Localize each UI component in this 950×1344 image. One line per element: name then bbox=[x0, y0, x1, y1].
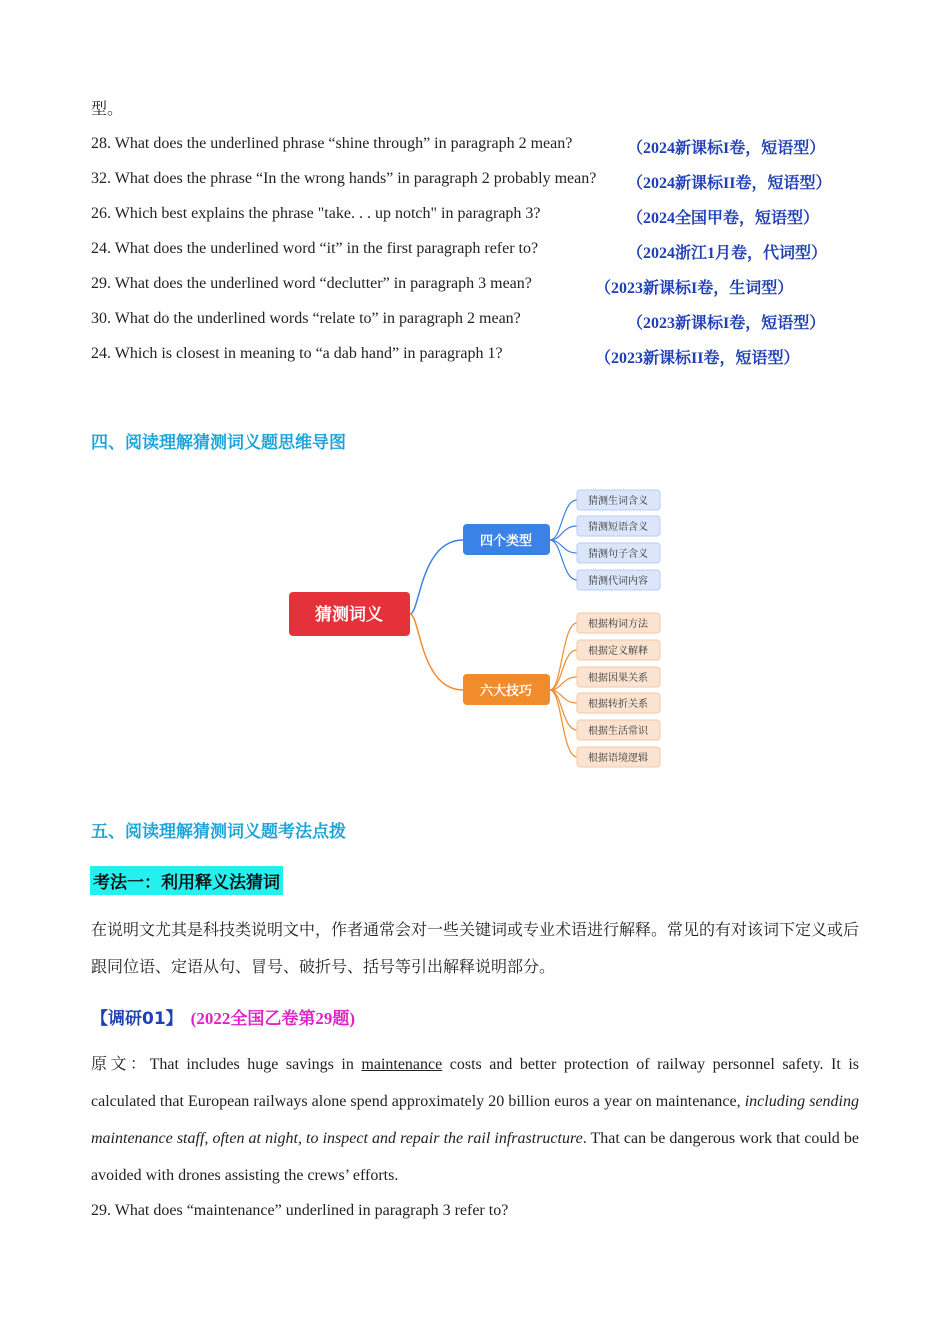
svg-text:猜测短语含义: 猜测短语含义 bbox=[588, 522, 648, 533]
connector-leaf bbox=[550, 623, 577, 690]
connector-root-branch2 bbox=[410, 614, 463, 690]
question-source: （2024全国甲卷，短语型） bbox=[627, 210, 820, 227]
question-line: 30. What do the underlined words “relate to” in paragraph 2 mean? bbox=[91, 310, 521, 327]
method-1-heading: 考法一：利用释义法猜词 bbox=[90, 866, 283, 895]
question-source: （2023新课标I卷，短语型） bbox=[627, 315, 826, 332]
italic-phrase: including sending maintenance staff, often at night, to inspect and repair the rail infrastructure bbox=[91, 1093, 859, 1147]
svg-text:根据因果关系: 根据因果关系 bbox=[588, 673, 648, 684]
question-source: （2024新课标II卷，短语型） bbox=[627, 175, 832, 192]
question-source: （2023新课标II卷，短语型） bbox=[595, 350, 800, 367]
connector-root-branch1 bbox=[410, 540, 463, 614]
branch2-leaf bbox=[577, 613, 660, 633]
section-5-heading: 五、阅读理解猜测词义题考法点拨 bbox=[91, 822, 346, 842]
branch2-leaf bbox=[577, 747, 660, 767]
branch2-leaf bbox=[577, 667, 660, 687]
root-label: 猜测词义 bbox=[315, 605, 383, 625]
question-line: 26. Which best explains the phrase "take. . . up notch" in paragraph 3? bbox=[91, 205, 541, 222]
svg-text:根据转折关系: 根据转折关系 bbox=[588, 699, 648, 710]
question-line: 24. Which is closest in meaning to “a dab hand” in paragraph 1? bbox=[91, 345, 503, 362]
connector-leaf bbox=[550, 690, 577, 730]
svg-text:根据定义解释: 根据定义解释 bbox=[588, 646, 648, 657]
research-tag: 【调研01】 bbox=[91, 1009, 183, 1029]
connector-leaf bbox=[550, 690, 577, 757]
question-line: 32. What does the phrase “In the wrong hands” in paragraph 2 probably mean? bbox=[91, 170, 597, 187]
svg-text:猜测生词含义: 猜测生词含义 bbox=[588, 496, 648, 507]
research-reference: (2022全国乙卷第29题) bbox=[190, 1009, 355, 1028]
method-1-description: 在说明文尤其是科技类说明文中，作者通常会对一些关键词或专业术语进行解释。常见的有对该词下定义或后跟同位语、定语从句、冒号、破折号、括号等引出解释说明部分。 bbox=[91, 922, 860, 976]
branch1-leaf bbox=[577, 570, 660, 590]
branch1-label: 四个类型 bbox=[479, 534, 533, 549]
svg-text:根据生活常识: 根据生活常识 bbox=[588, 726, 648, 737]
question-line: 24. What does the underlined word “it” in the first paragraph refer to? bbox=[91, 240, 539, 257]
svg-text:猜测句子含义: 猜测句子含义 bbox=[588, 549, 648, 560]
connector-leaf bbox=[550, 540, 577, 580]
research-heading bbox=[91, 1004, 355, 1029]
branch2-leaf bbox=[577, 693, 660, 713]
svg-text:根据语境逻辑: 根据语境逻辑 bbox=[588, 753, 648, 764]
branch1-leaf bbox=[577, 516, 660, 536]
question-source: （2023新课标I卷，生词型） bbox=[595, 280, 794, 297]
question-source: （2024浙江1月卷，代词型） bbox=[627, 245, 828, 262]
connector-leaf bbox=[550, 650, 577, 690]
connector-leaf bbox=[550, 500, 577, 540]
final-question: 29. What does “maintenance” underlined in paragraph 3 refer to? bbox=[91, 1202, 509, 1219]
underlined-word: maintenance bbox=[361, 1056, 443, 1073]
branch2-label: 六大技巧 bbox=[479, 684, 533, 699]
branch1-leaf bbox=[577, 490, 660, 510]
section-4-heading: 四、阅读理解猜测词义题思维导图 bbox=[91, 433, 346, 453]
intro-fragment: 型。 bbox=[91, 101, 124, 118]
passage: 原文：That includes huge savings in maintenance costs and better protection of railway personnel safety. It is calculated that European railways alone spend approximately 20 billion euros a year on maintenance, including sending maintenance staff, often at night, to inspect and repair the rail infrastructure. That can be dangerous work that could be avoided with drones assisting the crews’ efforts. bbox=[91, 1056, 859, 1184]
branch1-leaf bbox=[577, 543, 660, 563]
branch2-leaf bbox=[577, 720, 660, 740]
question-source: （2024新课标I卷，短语型） bbox=[627, 140, 826, 157]
passage-label: 原文： bbox=[91, 1056, 150, 1073]
question-line: 29. What does the underlined word “declutter” in paragraph 3 mean? bbox=[91, 275, 532, 292]
branch2-leaf bbox=[577, 640, 660, 660]
svg-text:猜测代词内容: 猜测代词内容 bbox=[588, 576, 648, 587]
question-line: 28. What does the underlined phrase “shine through” in paragraph 2 mean? bbox=[91, 135, 573, 152]
svg-text:根据构词方法: 根据构词方法 bbox=[588, 619, 648, 630]
